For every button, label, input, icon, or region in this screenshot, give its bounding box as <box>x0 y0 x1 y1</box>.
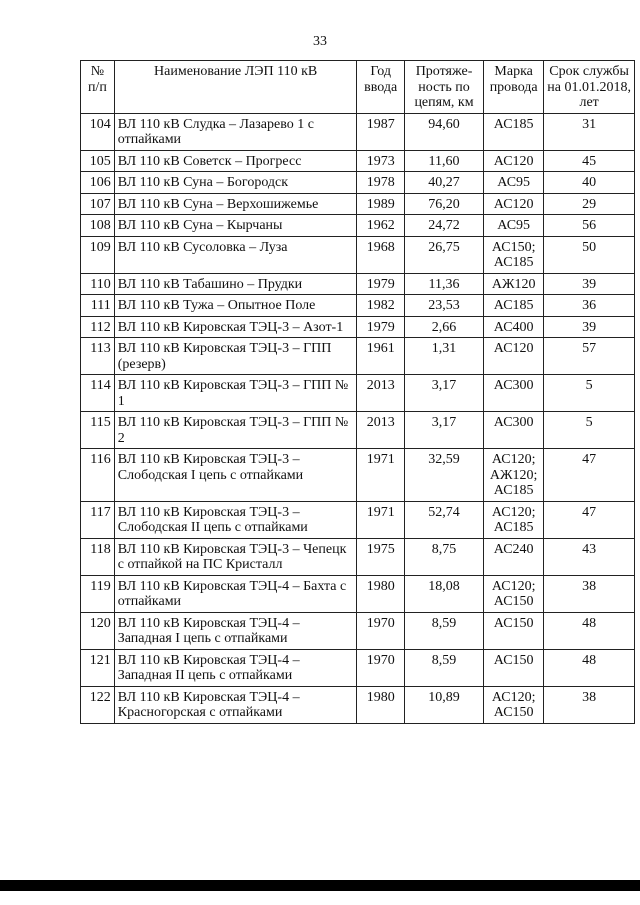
row-number-cell: 119 <box>81 575 115 612</box>
table-row <box>81 649 635 686</box>
header-name: Наименование ЛЭП 110 кВ <box>114 61 357 114</box>
commission-year-cell: 1971 <box>357 501 404 538</box>
line-name-cell: ВЛ 110 кВ Тужа – Опытное Поле <box>114 295 357 317</box>
header-num: № п/п <box>81 61 115 114</box>
table-row <box>81 215 635 237</box>
header-row <box>81 61 635 114</box>
table-row <box>81 150 635 172</box>
row-number-cell: 109 <box>81 236 115 273</box>
line-name-cell: ВЛ 110 кВ Суна – Кырчаны <box>114 215 357 237</box>
table-body <box>81 113 635 723</box>
commission-year-cell: 1971 <box>357 449 404 502</box>
line-name-cell: ВЛ 110 кВ Сусоловка – Луза <box>114 236 357 273</box>
row-number-cell: 118 <box>81 538 115 575</box>
commission-year-cell: 1980 <box>357 575 404 612</box>
wire-type-cell: АС95 <box>484 172 544 194</box>
commission-year-cell: 1970 <box>357 649 404 686</box>
wire-type-cell: АС240 <box>484 538 544 575</box>
circuit-length-cell: 32,59 <box>404 449 483 502</box>
circuit-length-cell: 11,60 <box>404 150 483 172</box>
row-number-cell: 114 <box>81 375 115 412</box>
row-number-cell: 108 <box>81 215 115 237</box>
wire-type-cell: АС400 <box>484 316 544 338</box>
circuit-length-cell: 8,59 <box>404 649 483 686</box>
wire-type-cell: АС95 <box>484 215 544 237</box>
row-number-cell: 110 <box>81 273 115 295</box>
commission-year-cell: 1980 <box>357 686 404 723</box>
circuit-length-cell: 11,36 <box>404 273 483 295</box>
wire-type-cell: АС185 <box>484 295 544 317</box>
wire-type-cell: АС120; АЖ120; АС185 <box>484 449 544 502</box>
circuit-length-cell: 18,08 <box>404 575 483 612</box>
row-number-cell: 113 <box>81 338 115 375</box>
circuit-length-cell: 94,60 <box>404 113 483 150</box>
service-life-cell: 5 <box>544 375 635 412</box>
service-life-cell: 57 <box>544 338 635 375</box>
header-year: Год ввода <box>357 61 404 114</box>
line-name-cell: ВЛ 110 кВ Табашино – Прудки <box>114 273 357 295</box>
commission-year-cell: 1979 <box>357 273 404 295</box>
row-number-cell: 120 <box>81 612 115 649</box>
line-name-cell: ВЛ 110 кВ Суна – Верхошижемье <box>114 193 357 215</box>
wire-type-cell: АС120; АС150 <box>484 686 544 723</box>
line-name-cell: ВЛ 110 кВ Кировская ТЭЦ-3 – ГПП (резерв) <box>114 338 357 375</box>
table-row <box>81 375 635 412</box>
row-number-cell: 112 <box>81 316 115 338</box>
table-row <box>81 295 635 317</box>
line-name-cell: ВЛ 110 кВ Кировская ТЭЦ-3 – Слободская II цепь с отпайками <box>114 501 357 538</box>
service-life-cell: 39 <box>544 316 635 338</box>
table-row <box>81 501 635 538</box>
commission-year-cell: 1982 <box>357 295 404 317</box>
line-name-cell: ВЛ 110 кВ Кировская ТЭЦ-4 – Западная II цепь с отпайками <box>114 649 357 686</box>
service-life-cell: 47 <box>544 501 635 538</box>
wire-type-cell: АС120; АС150 <box>484 575 544 612</box>
service-life-cell: 47 <box>544 449 635 502</box>
line-name-cell: ВЛ 110 кВ Кировская ТЭЦ-4 – Западная I цепь с отпайками <box>114 612 357 649</box>
commission-year-cell: 1979 <box>357 316 404 338</box>
row-number-cell: 122 <box>81 686 115 723</box>
commission-year-cell: 1973 <box>357 150 404 172</box>
circuit-length-cell: 2,66 <box>404 316 483 338</box>
table-row <box>81 338 635 375</box>
service-life-cell: 39 <box>544 273 635 295</box>
commission-year-cell: 2013 <box>357 375 404 412</box>
commission-year-cell: 1962 <box>357 215 404 237</box>
service-life-cell: 48 <box>544 612 635 649</box>
circuit-length-cell: 8,75 <box>404 538 483 575</box>
line-name-cell: ВЛ 110 кВ Кировская ТЭЦ-3 – ГПП № 1 <box>114 375 357 412</box>
header-wire: Марка провода <box>484 61 544 114</box>
row-number-cell: 105 <box>81 150 115 172</box>
wire-type-cell: АС150 <box>484 649 544 686</box>
line-name-cell: ВЛ 110 кВ Кировская ТЭЦ-3 – Чепецк с отпайкой на ПС Кристалл <box>114 538 357 575</box>
wire-type-cell: АС150 <box>484 612 544 649</box>
wire-type-cell: АС300 <box>484 375 544 412</box>
page-number: 33 <box>313 34 327 49</box>
line-name-cell: ВЛ 110 кВ Кировская ТЭЦ-3 – ГПП № 2 <box>114 412 357 449</box>
wire-type-cell: АС150; АС185 <box>484 236 544 273</box>
table-header <box>81 61 635 114</box>
service-life-cell: 48 <box>544 649 635 686</box>
service-life-cell: 29 <box>544 193 635 215</box>
wire-type-cell: АС120 <box>484 338 544 375</box>
service-life-cell: 38 <box>544 575 635 612</box>
line-name-cell: ВЛ 110 кВ Суна – Богородск <box>114 172 357 194</box>
table-row <box>81 316 635 338</box>
table-row <box>81 449 635 502</box>
table-row <box>81 193 635 215</box>
commission-year-cell: 1961 <box>357 338 404 375</box>
service-life-cell: 45 <box>544 150 635 172</box>
circuit-length-cell: 23,53 <box>404 295 483 317</box>
row-number-cell: 104 <box>81 113 115 150</box>
wire-type-cell: АС300 <box>484 412 544 449</box>
row-number-cell: 115 <box>81 412 115 449</box>
wire-type-cell: АС120 <box>484 150 544 172</box>
line-name-cell: ВЛ 110 кВ Кировская ТЭЦ-4 – Бахта с отпайками <box>114 575 357 612</box>
row-number-cell: 106 <box>81 172 115 194</box>
circuit-length-cell: 10,89 <box>404 686 483 723</box>
table-row <box>81 273 635 295</box>
commission-year-cell: 1989 <box>357 193 404 215</box>
circuit-length-cell: 8,59 <box>404 612 483 649</box>
table-row <box>81 412 635 449</box>
commission-year-cell: 2013 <box>357 412 404 449</box>
service-life-cell: 5 <box>544 412 635 449</box>
circuit-length-cell: 26,75 <box>404 236 483 273</box>
service-life-cell: 40 <box>544 172 635 194</box>
table-row <box>81 113 635 150</box>
circuit-length-cell: 52,74 <box>404 501 483 538</box>
commission-year-cell: 1970 <box>357 612 404 649</box>
wire-type-cell: АС185 <box>484 113 544 150</box>
service-life-cell: 50 <box>544 236 635 273</box>
row-number-cell: 111 <box>81 295 115 317</box>
service-life-cell: 56 <box>544 215 635 237</box>
table-row <box>81 612 635 649</box>
power-lines-table <box>80 60 635 724</box>
commission-year-cell: 1968 <box>357 236 404 273</box>
line-name-cell: ВЛ 110 кВ Слудка – Лазарево 1 с отпайками <box>114 113 357 150</box>
line-name-cell: ВЛ 110 кВ Кировская ТЭЦ-4 – Красногорская с отпайками <box>114 686 357 723</box>
service-life-cell: 38 <box>544 686 635 723</box>
line-name-cell: ВЛ 110 кВ Советск – Прогресс <box>114 150 357 172</box>
commission-year-cell: 1978 <box>357 172 404 194</box>
table-row <box>81 575 635 612</box>
circuit-length-cell: 40,27 <box>404 172 483 194</box>
circuit-length-cell: 76,20 <box>404 193 483 215</box>
circuit-length-cell: 3,17 <box>404 412 483 449</box>
wire-type-cell: АЖ120 <box>484 273 544 295</box>
bottom-border-bar <box>0 880 640 891</box>
commission-year-cell: 1975 <box>357 538 404 575</box>
circuit-length-cell: 1,31 <box>404 338 483 375</box>
wire-type-cell: АС120 <box>484 193 544 215</box>
service-life-cell: 43 <box>544 538 635 575</box>
circuit-length-cell: 3,17 <box>404 375 483 412</box>
line-name-cell: ВЛ 110 кВ Кировская ТЭЦ-3 – Азот-1 <box>114 316 357 338</box>
circuit-length-cell: 24,72 <box>404 215 483 237</box>
row-number-cell: 117 <box>81 501 115 538</box>
commission-year-cell: 1987 <box>357 113 404 150</box>
service-life-cell: 31 <box>544 113 635 150</box>
header-length: Протяже-ность по цепям, км <box>404 61 483 114</box>
service-life-cell: 36 <box>544 295 635 317</box>
table-row <box>81 686 635 723</box>
wire-type-cell: АС120; АС185 <box>484 501 544 538</box>
row-number-cell: 121 <box>81 649 115 686</box>
row-number-cell: 107 <box>81 193 115 215</box>
table-row <box>81 172 635 194</box>
table-row <box>81 538 635 575</box>
line-name-cell: ВЛ 110 кВ Кировская ТЭЦ-3 – Слободская I цепь с отпайками <box>114 449 357 502</box>
table-row <box>81 236 635 273</box>
row-number-cell: 116 <box>81 449 115 502</box>
header-life: Срок службы на 01.01.2018, лет <box>544 61 635 114</box>
